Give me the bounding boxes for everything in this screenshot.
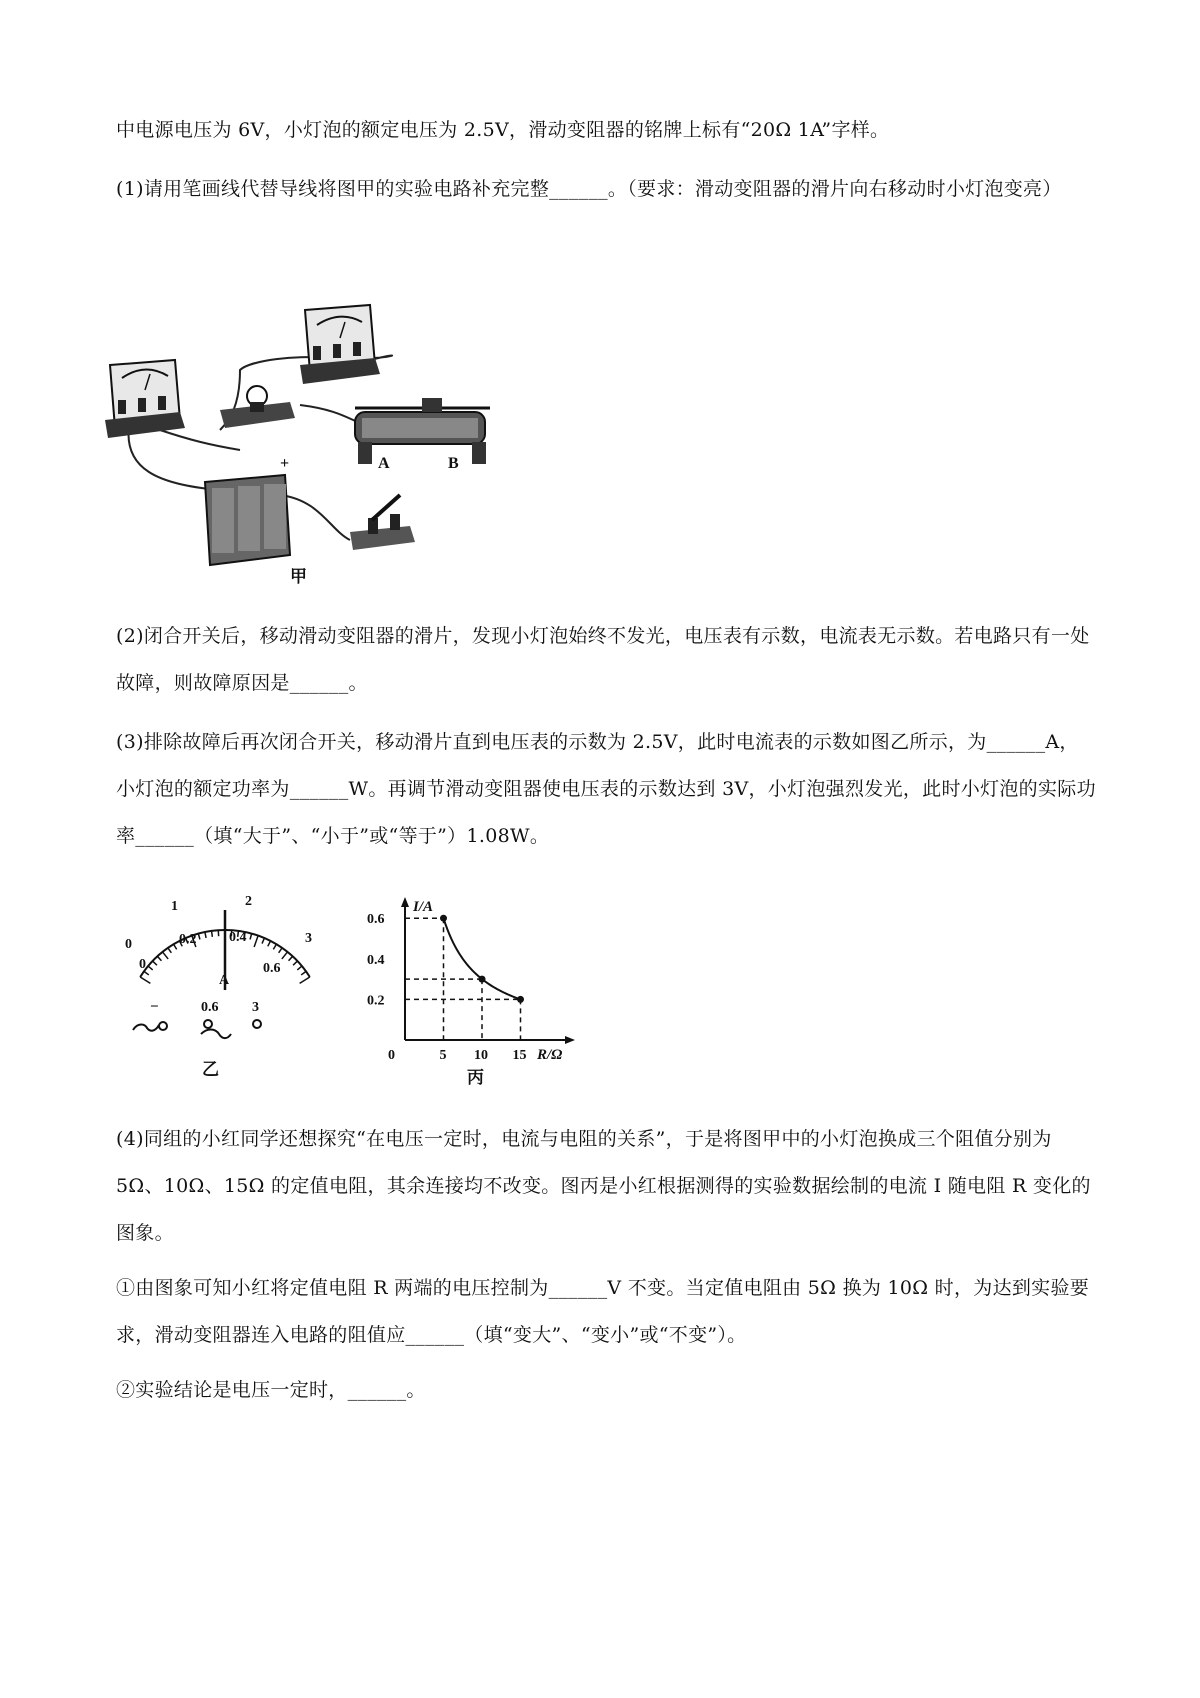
battery-device [205, 455, 290, 565]
dial-outer-0: 0 [125, 937, 132, 952]
dial-unit: A [219, 973, 230, 988]
dial-tick [301, 971, 306, 975]
dial-tick [268, 941, 271, 946]
question-4: (4)同组的小红同学还想探究“在电压一定时，电流与电阻的关系”，于是将图甲中的小灯泡换成三个阻值分别为 5Ω、10Ω、15Ω 的定值电阻，其余连接均不改变。图丙是小红根据测得的实验数据绘制的电流 I 随电阻 R 变化的图象。 [116, 1128, 1091, 1244]
dial-tick [300, 977, 310, 983]
x-tick-10: 10 [474, 1048, 488, 1063]
battery-plus-label: + [280, 455, 290, 472]
y-tick-0.6: 0.6 [367, 912, 385, 928]
data-point-1 [479, 976, 486, 983]
dial-inner-3: 0.6 [263, 961, 281, 976]
terminal-label-neg: − [150, 999, 159, 1015]
dial-tick [262, 938, 264, 944]
figure-bing-chart [355, 885, 600, 1085]
rheostat-label-b: B [448, 455, 459, 472]
dial-inner-2: 0.4 [229, 930, 247, 945]
terminal-neg-wire [133, 1025, 159, 1031]
switch-device [350, 495, 415, 550]
dial-tick [148, 966, 153, 970]
terminal-0-6-wire [201, 1030, 231, 1039]
dial-tick [140, 977, 150, 983]
question-4-part-2: ②实验结论是电压一定时，______。 [116, 1379, 426, 1401]
x-axis-arrow [565, 1036, 575, 1044]
figure-yi-ammeter-dial [105, 880, 335, 1090]
dial-tick [168, 948, 171, 953]
dial-tick [273, 944, 276, 949]
dial-tick [250, 934, 252, 940]
voltmeter-device [300, 305, 380, 384]
figure-jia-circuit [100, 300, 520, 600]
rheostat-device [355, 398, 490, 472]
dial-outer-2: 2 [245, 894, 252, 909]
dial-tick [174, 944, 177, 949]
y-tick-0.4: 0.4 [367, 952, 385, 968]
data-point-0 [440, 915, 447, 922]
dial-tick [297, 966, 302, 970]
ammeter-device [105, 360, 185, 438]
y-axis-label: I/A [413, 899, 434, 915]
figure-bing-caption: 丙 [467, 1068, 484, 1085]
terminal-label-0-6: 0.6 [201, 1000, 219, 1015]
figure-jia-caption: 甲 [290, 567, 307, 586]
terminal-label-3: 3 [252, 1000, 259, 1015]
dial-inner-0: 0 [139, 957, 146, 972]
question-3: (3)排除故障后再次闭合开关，移动滑片直到电压表的示数为 2.5V，此时电流表的示数如图乙所示，为______A，小灯泡的额定功率为______W。再调节滑动变阻器使电压表的示数达到 3V，小灯泡强烈发光，此时小灯泡的实际功率______（填“大于”、“小于”或“等于”）1.08W。 [116, 731, 1096, 847]
x-axis-label: R/Ω [537, 1047, 563, 1063]
dial-tick [212, 931, 213, 937]
intro-text: 中电源电压为 6V，小灯泡的额定电压为 2.5V，滑动变阻器的铭牌上标有“20Ω 1A”字样。 [116, 119, 890, 141]
lamp-device [220, 386, 295, 428]
dial-outer-1: 1 [171, 899, 178, 914]
dial-tick [157, 956, 161, 960]
y-tick-0.2: 0.2 [367, 993, 385, 1009]
dial-tick [289, 956, 293, 960]
dial-outer-3: 3 [305, 931, 312, 946]
dial-tick [254, 936, 258, 947]
dial-inner-1: 0.2 [179, 932, 197, 947]
data-point-2 [517, 996, 524, 1003]
dial-tick [153, 961, 157, 965]
dial-tick [205, 932, 206, 938]
question-4-part-1: ①由图象可知小红将定值电阻 R 两端的电压控制为______V 不变。当定值电阻由 5Ω 换为 10Ω 时，为达到实验要求，滑动变阻器连入电路的阻值应______（填“变大”、“变小”或“不变”）。 [116, 1277, 1090, 1346]
x-tick-15: 15 [512, 1048, 527, 1063]
question-2: (2)闭合开关后，移动滑动变阻器的滑片，发现小灯泡始终不发光，电压表有示数，电流表无示数。若电路只有一处故障，则故障原因是______。 [116, 625, 1090, 694]
question-1: (1)请用笔画线代替导线将图甲的实验电路补充完整______。（要求：滑动变阻器的滑片向右移动时小灯泡变亮） [116, 178, 1062, 200]
dial-tick [293, 961, 297, 965]
x-tick-5: 5 [439, 1048, 447, 1063]
dial-tick [198, 934, 200, 940]
origin-label: 0 [388, 1048, 395, 1063]
dial-tick [163, 952, 169, 959]
figure-yi-caption: 乙 [202, 1060, 219, 1079]
y-axis-arrow [401, 897, 409, 907]
dial-tick [279, 948, 282, 953]
rheostat-label-a: A [378, 455, 390, 472]
dial-tick [282, 952, 288, 959]
series-curve [444, 918, 521, 999]
